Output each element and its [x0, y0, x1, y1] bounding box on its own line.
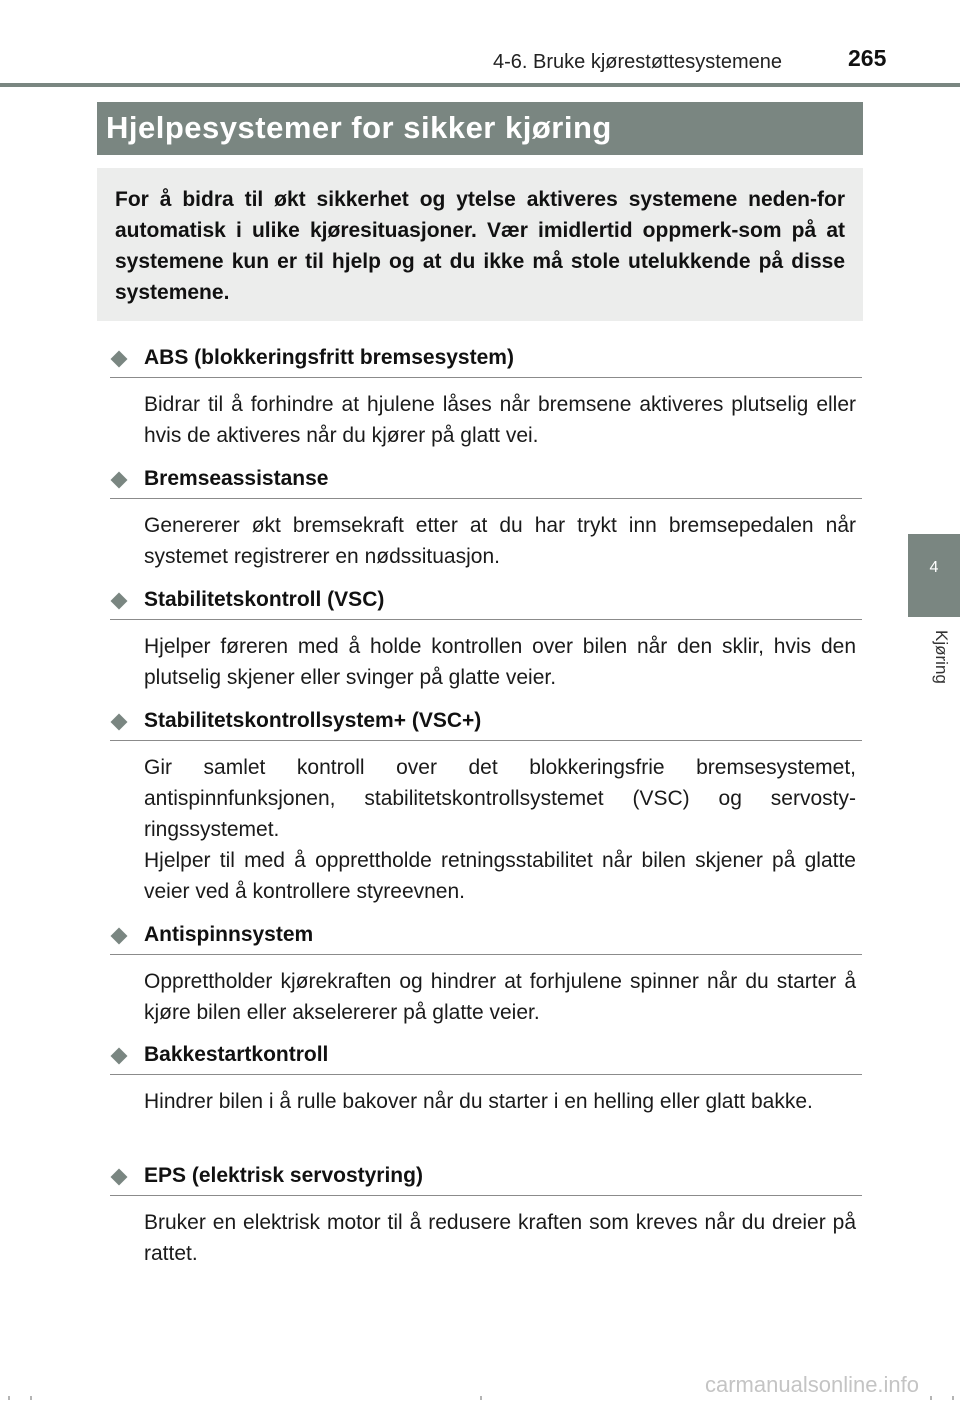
entry-description: [144, 752, 856, 907]
watermark-text: carmanualsonline.info: [705, 1372, 920, 1397]
entry-heading: [110, 467, 862, 499]
chapter-tab[interactable]: [908, 534, 960, 617]
entry-title: Stabilitetskontroll (VSC): [144, 588, 385, 611]
entry-description: [144, 510, 856, 572]
entry-title: Stabilitetskontrollsystem+ (VSC+): [144, 709, 482, 732]
entry-paragraph: Bidrar til å forhindre at hjulene låses når bremsene aktiveres plutselig eller hvis de aktiveres når du kjører på glatt vei.: [144, 393, 856, 447]
header-divider: [0, 83, 960, 87]
entry-heading: [110, 346, 862, 378]
chapter-tab-label: Kjøring: [932, 630, 951, 684]
entry-title: Bremseassistanse: [144, 467, 329, 490]
entry-title: Bakkestartkontroll: [144, 1043, 329, 1066]
chapter-tab-number: 4: [929, 559, 939, 576]
entry-paragraph: Genererer økt bremsekraft etter at du har trykt inn bremsepedalen når systemet registrerer en nødssituasjon.: [144, 514, 856, 568]
entry-title: EPS (elektrisk servostyring): [144, 1164, 423, 1187]
intro-text: For å bidra til økt sikkerhet og ytelse aktiveres systemene neden-for automatisk i ulike kjøresituasjoner. Vær imidlertid oppmerk-som på at systemene kun er til hjelp og at du ikke må stole utelukkende på disse systemene.: [115, 188, 845, 304]
entry-title: ABS (blokkeringsfritt bremsesystem): [144, 346, 514, 369]
header-section-title: 4-6. Bruke kjørestøttesystemene: [493, 51, 782, 73]
entry-paragraph: Bruker en elektrisk motor til å redusere kraften som kreves når du dreier på rattet.: [144, 1211, 856, 1265]
diamond-bullet-icon: [111, 714, 128, 731]
entry-paragraph: Opprettholder kjørekraften og hindrer at forhjulene spinner når du starter å kjøre bilen eller akselererer på glatte veier.: [144, 970, 856, 1024]
diamond-bullet-icon: [111, 928, 128, 945]
entry-paragraph: Hindrer bilen i å rulle bakover når du starter i en helling eller glatt bakke.: [144, 1090, 813, 1113]
diamond-bullet-icon: [111, 472, 128, 489]
entry-description: [144, 1086, 856, 1117]
entry-description: [144, 1207, 856, 1269]
intro-box: [97, 168, 863, 321]
entry-heading: [110, 1043, 862, 1075]
entry-paragraph: Gir samlet kontroll over det blokkeringsfrie bremsesystemet, antispinnfunksjonen, stabilitetskontrollsystemet (VSC) og servosty-ringssystemet.: [144, 756, 856, 841]
page-title-bar: [97, 102, 863, 155]
diamond-bullet-icon: [111, 593, 128, 610]
entry-description: [144, 631, 856, 693]
diamond-bullet-icon: [111, 1048, 128, 1065]
entry-title: Antispinnsystem: [144, 923, 314, 946]
entry-paragraph: Hjelper til med å opprettholde retningsstabilitet når bilen skjener på glatte veier ved å kontrollere styreevnen.: [144, 849, 856, 903]
entry-heading: [110, 923, 862, 955]
entry-heading: [110, 588, 862, 620]
entry-paragraph: Hjelper føreren med å holde kontrollen over bilen når den sklir, hvis den plutselig skjener eller svinger på glatte veier.: [144, 635, 856, 689]
entry-description: [144, 389, 856, 451]
page-title: Hjelpesystemer for sikker kjøring: [106, 110, 612, 145]
diamond-bullet-icon: [111, 351, 128, 368]
entry-heading: [110, 709, 862, 741]
entry-heading: [110, 1164, 862, 1196]
entry-description: [144, 966, 856, 1028]
page-number: 265: [848, 45, 887, 71]
diamond-bullet-icon: [111, 1169, 128, 1186]
